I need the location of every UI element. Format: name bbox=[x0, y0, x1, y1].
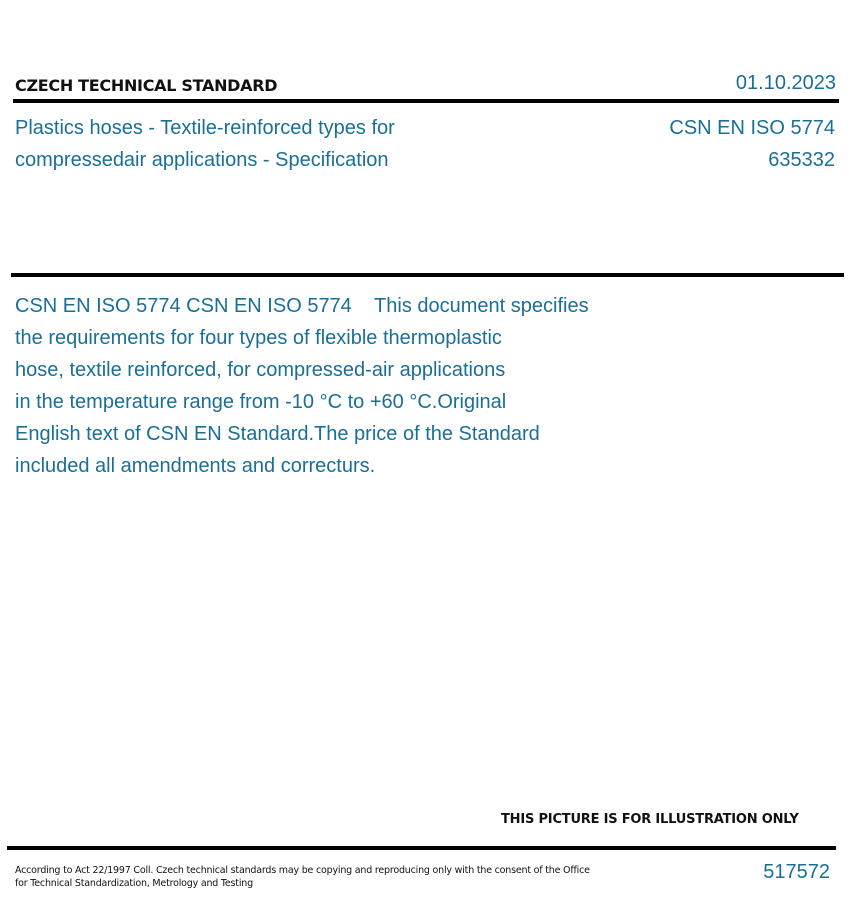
standard-title-line-1: Plastics hoses - Textile-reinforced types for bbox=[15, 117, 395, 139]
publication-date: 01.10.2023 bbox=[735, 72, 836, 94]
legal-notice-line-1: According to Act 22/1997 Coll. Czech technical standards may be copying and reproducing only with the consent of the Office bbox=[15, 865, 590, 876]
description-line: hose, textile reinforced, for compressed-air applications bbox=[15, 359, 506, 381]
document-type-heading: CZECH TECHNICAL STANDARD bbox=[15, 76, 278, 95]
description-line: in the temperature range from -10 °C to +60 °C.Original bbox=[15, 391, 507, 413]
legal-notice bbox=[15, 864, 590, 890]
description-block bbox=[15, 290, 645, 482]
description-line: the requirements for four types of flexible thermoplastic bbox=[15, 327, 502, 349]
illustration-disclaimer: THIS PICTURE IS FOR ILLUSTRATION ONLY bbox=[501, 812, 799, 827]
description-line: included all amendments and correcturs. bbox=[15, 455, 376, 477]
catalog-number: 635332 bbox=[768, 149, 835, 171]
standard-title-line-2: compressedair applications - Specification bbox=[15, 149, 389, 171]
footer-divider bbox=[7, 846, 836, 850]
description-line: English text of CSN EN Standard.The price of the Standard bbox=[15, 423, 540, 445]
description-line: CSN EN ISO 5774 CSN EN ISO 5774 This document specifies bbox=[15, 295, 589, 317]
document-id: 517572 bbox=[763, 861, 830, 883]
section-divider bbox=[11, 273, 844, 277]
legal-notice-line-2: for Technical Standardization, Metrology and Testing bbox=[15, 878, 253, 889]
standard-number: CSN EN ISO 5774 bbox=[669, 117, 835, 139]
header-divider bbox=[13, 99, 839, 103]
